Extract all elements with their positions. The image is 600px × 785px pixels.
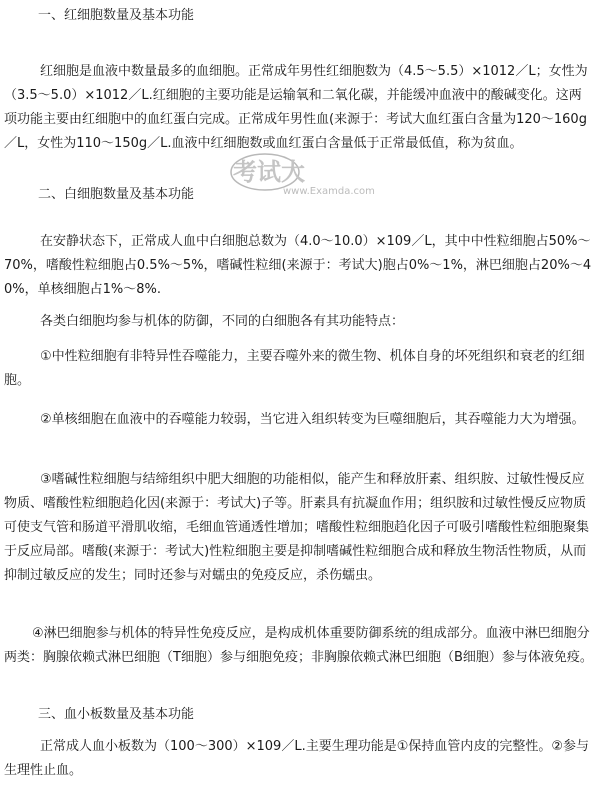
watermark-logo-text: 考试大 — [233, 158, 305, 186]
section-1-paragraph: 红细胞是血液中数量最多的血细胞。正常成年男性红细胞数为（4.5～5.5）×1012／L；女性为（3.5～5.0）×1012／L.红细胞的主要功能是运输氧和二氧化碳，并能缓冲血液中的酸碱变化。这两项功能主要由红细胞中的血红蛋白完成。正常成年男性血(来源于：考试大血红蛋白含量为120～160g／L，女性为110～150g／L.血液中红细胞数或血红蛋白含量低于正常最低值，称为贫血。 — [4, 64, 588, 151]
watermark-url-text: www.Examda.com — [283, 186, 375, 197]
section-2-item-4: ④淋巴细胞参与机体的特异性免疫反应，是构成机体重要防御系统的组成部分。血液中淋巴细胞分两类：胸腺依赖式淋巴细胞（T细胞）参与细胞免疫；非胸腺依赖式淋巴细胞（B细胞）参与体液免疫。 — [4, 626, 593, 665]
section-1-heading: 一、红细胞数量及基本功能 — [38, 8, 195, 23]
section-3-heading: 三、血小板数量及基本功能 — [38, 707, 195, 722]
section-2-item-3: ③嗜碱性粒细胞与结缔组织中肥大细胞的功能相似，能产生和释放肝素、组织胺、过敏性慢反应物质、嗜酸性粒细胞趋化因(来源于：考试大)子等。肝素具有抗凝血作用；组织胺和过敏性慢反应物质可使支气管和肠道平滑肌收缩，毛细血管通透性增加；嗜酸性粒细胞趋化因子可吸引嗜酸性粒细胞聚集于反应局部。嗜酸(来源于：考试大)性粒细胞主要是抑制嗜碱性粒细胞合成和释放生物活性物质，从而抑制过敏反应的发生；同时还参与对蠕虫的免疫反应，杀伤蠕虫。 — [4, 472, 590, 583]
watermark-logo — [225, 150, 375, 200]
section-2-item-2: ②单核细胞在血液中的吞噬能力较弱，当它进入组织转变为巨噬细胞后，其吞噬能力大为增强。 — [40, 412, 585, 427]
section-2-heading: 二、白细胞数量及基本功能 — [38, 187, 195, 202]
section-2-paragraph-2: 各类白细胞均参与机体的防御，不同的白细胞各有其功能特点： — [40, 314, 405, 329]
section-3-paragraph: 正常成人血小板数为（100～300）×109／L.主要生理功能是①保持血管内皮的完整性。②参与生理性止血。 — [4, 739, 590, 778]
section-2-item-1: ①中性粒细胞有非特异性吞噬能力，主要吞噬外来的微生物、机体自身的坏死组织和衰老的红细胞。 — [4, 349, 585, 388]
section-2-paragraph-1: 在安静状态下，正常成人血中白细胞总数为（4.0～10.0）×109／L，其中中性粒细胞占50%～70%，嗜酸性粒细胞占0.5%～5%，嗜碱性粒细(来源于：考试大)胞占0%～1%，淋巴细胞占20%～40%，单核细胞占1%～8%. — [4, 234, 592, 297]
